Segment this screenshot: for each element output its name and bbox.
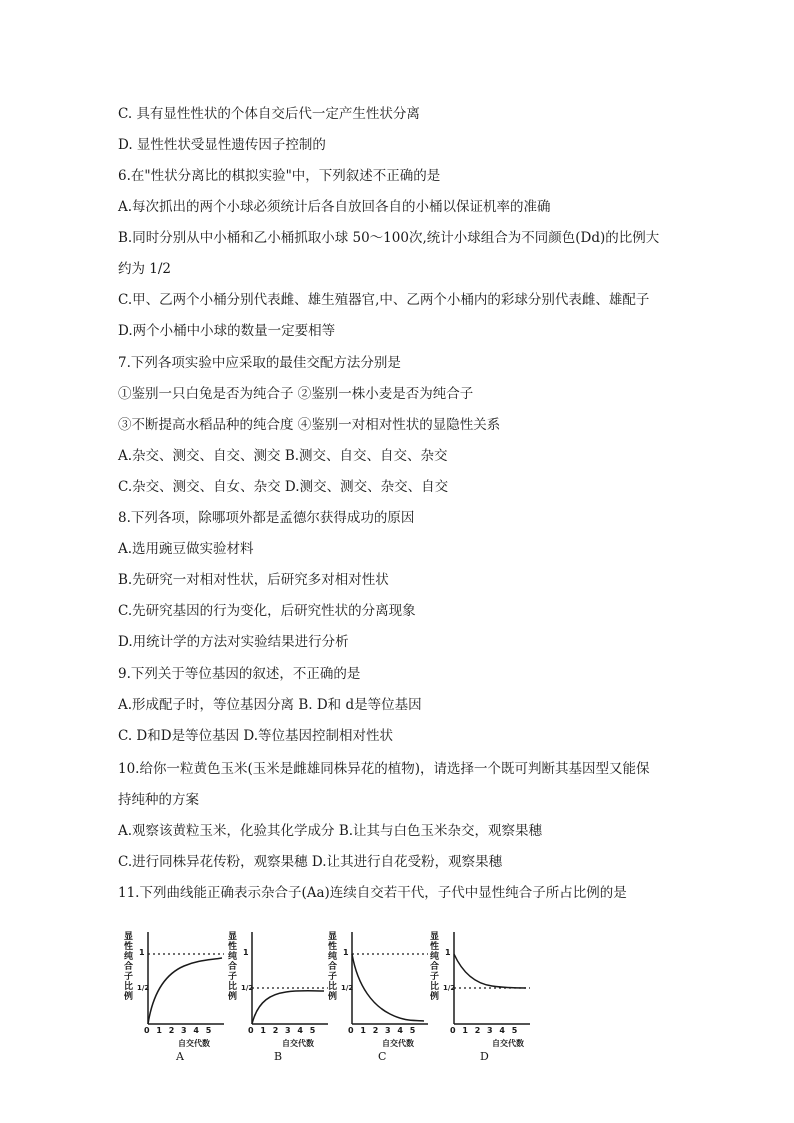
question-8-stem: 8.下列各项，除哪项外都是孟德尔获得成功的原因	[118, 510, 415, 526]
question-6-stem: 6.在"性状分离比的棋拟实验"中，下列叙述不正确的是	[118, 168, 441, 184]
option-10ab: A.观察该黄粒玉米，化验其化学成分 B.让其与白色玉米杂交，观察果穗	[118, 823, 543, 839]
answer-graphs	[124, 928, 564, 1068]
y-tick-one: 1	[243, 948, 249, 957]
option-6c: C.甲、乙两个小桶分别代表雌、雄生殖器官,中、乙两个小桶内的彩球分别代表雌、雄配子	[118, 292, 650, 308]
question-10-stem: 10.给你一粒黄色玉米(玉米是雌雄同株异花的植物)，请选择一个既可判断其基因型又能保	[118, 761, 650, 777]
item-7-3-4: ③不断提高水稻品种的纯合度 ④鉴别一对相对性状的显隐性关系	[118, 417, 501, 433]
graph-letter: B	[274, 1050, 283, 1063]
x-ticks: 0 1 2 3 4 5	[144, 1026, 214, 1035]
graph-letter: C	[378, 1050, 387, 1063]
option-8b: B.先研究一对相对性状，后研究多对相对性状	[118, 572, 389, 588]
question-7-stem: 7.下列各项实验中应采取的最佳交配方法分别是	[118, 355, 401, 371]
question-9-stem: 9.下列关于等位基因的叙述，不正确的是	[118, 666, 361, 682]
option-9ab: A.形成配子时，等位基因分离 B. D和 d是等位基因	[118, 697, 422, 713]
graph-c	[328, 928, 428, 1063]
y-tick-one: 1	[139, 948, 145, 957]
graph-c-plot	[328, 928, 428, 1038]
y-tick-one: 1	[343, 948, 349, 957]
graph-d	[430, 928, 530, 1063]
graph-d-plot	[430, 928, 530, 1038]
y-tick-half: 1/2	[443, 984, 456, 992]
graph-y-label: 显性纯合子比例	[430, 932, 440, 1002]
option-6b-cont: 约为 1/2	[118, 261, 172, 277]
y-tick-half: 1/2	[137, 984, 150, 992]
option-6b: B.同时分别从中小桶和乙小桶抓取小球 50～100次,统计小球组合为不同颜色(Dd)的比例大	[118, 230, 660, 246]
option-6d: D.两个小桶中小球的数量一定要相等	[118, 323, 336, 339]
item-7-1-2: ①鉴别一只白兔是否为纯合子 ②鉴别一株小麦是否为纯合子	[118, 386, 474, 402]
option-8a: A.选用豌豆做实验材料	[118, 541, 254, 557]
option-10cd: C.进行同株异花传粉，观察果穗 D.让其进行自花受粉，观察果穗	[118, 854, 503, 870]
x-ticks: 0 1 2 3 4 5	[450, 1026, 520, 1035]
text-line: D. 显性性状受显性遗传因子控制的	[118, 137, 326, 153]
graph-y-label: 显性纯合子比例	[228, 932, 238, 1002]
y-tick-half: 1/2	[341, 984, 354, 992]
option-8c: C.先研究基因的行为变化，后研究性状的分离现象	[118, 603, 416, 619]
x-ticks: 0 1 2 3 4 5	[348, 1026, 418, 1035]
graph-y-label: 显性纯合子比例	[124, 932, 134, 1002]
graph-b-plot	[228, 928, 328, 1038]
option-7ab: A.杂交、测交、自交、测交 B.测交、自交、自交、杂交	[118, 448, 448, 464]
option-9cd: C. D和D是等位基因 D.等位基因控制相对性状	[118, 728, 394, 744]
graph-x-label: 自交代数	[282, 1039, 314, 1048]
question-10-stem-cont: 持纯种的方案	[118, 792, 199, 808]
option-6a: A.每次抓出的两个小球必须统计后各自放回各自的小桶以保证机率的准确	[118, 199, 551, 215]
graph-letter: A	[176, 1050, 184, 1063]
graph-b	[228, 928, 328, 1063]
option-8d: D.用统计学的方法对实验结果进行分析	[118, 634, 349, 650]
text-line: C. 具有显性性状的个体自交后代一定产生性状分离	[118, 106, 420, 122]
graph-x-label: 自交代数	[382, 1039, 414, 1048]
option-7cd: C.杂交、测交、自女、杂交 D.测交、测交、杂交、自交	[118, 479, 449, 495]
x-ticks: 0 1 2 3 4 5	[248, 1026, 318, 1035]
graph-a	[124, 928, 224, 1063]
graph-x-label: 自交代数	[492, 1039, 524, 1048]
question-11-stem: 11.下列曲线能正确表示杂合子(Aa)连续自交若干代，子代中显性纯合子所占比例的是	[118, 885, 627, 901]
y-tick-half: 1/2	[241, 984, 254, 992]
graph-y-label: 显性纯合子比例	[328, 932, 338, 1002]
graph-a-plot	[124, 928, 224, 1038]
graph-letter: D	[480, 1050, 489, 1063]
graph-x-label: 自交代数	[178, 1039, 210, 1048]
y-tick-one: 1	[445, 948, 451, 957]
